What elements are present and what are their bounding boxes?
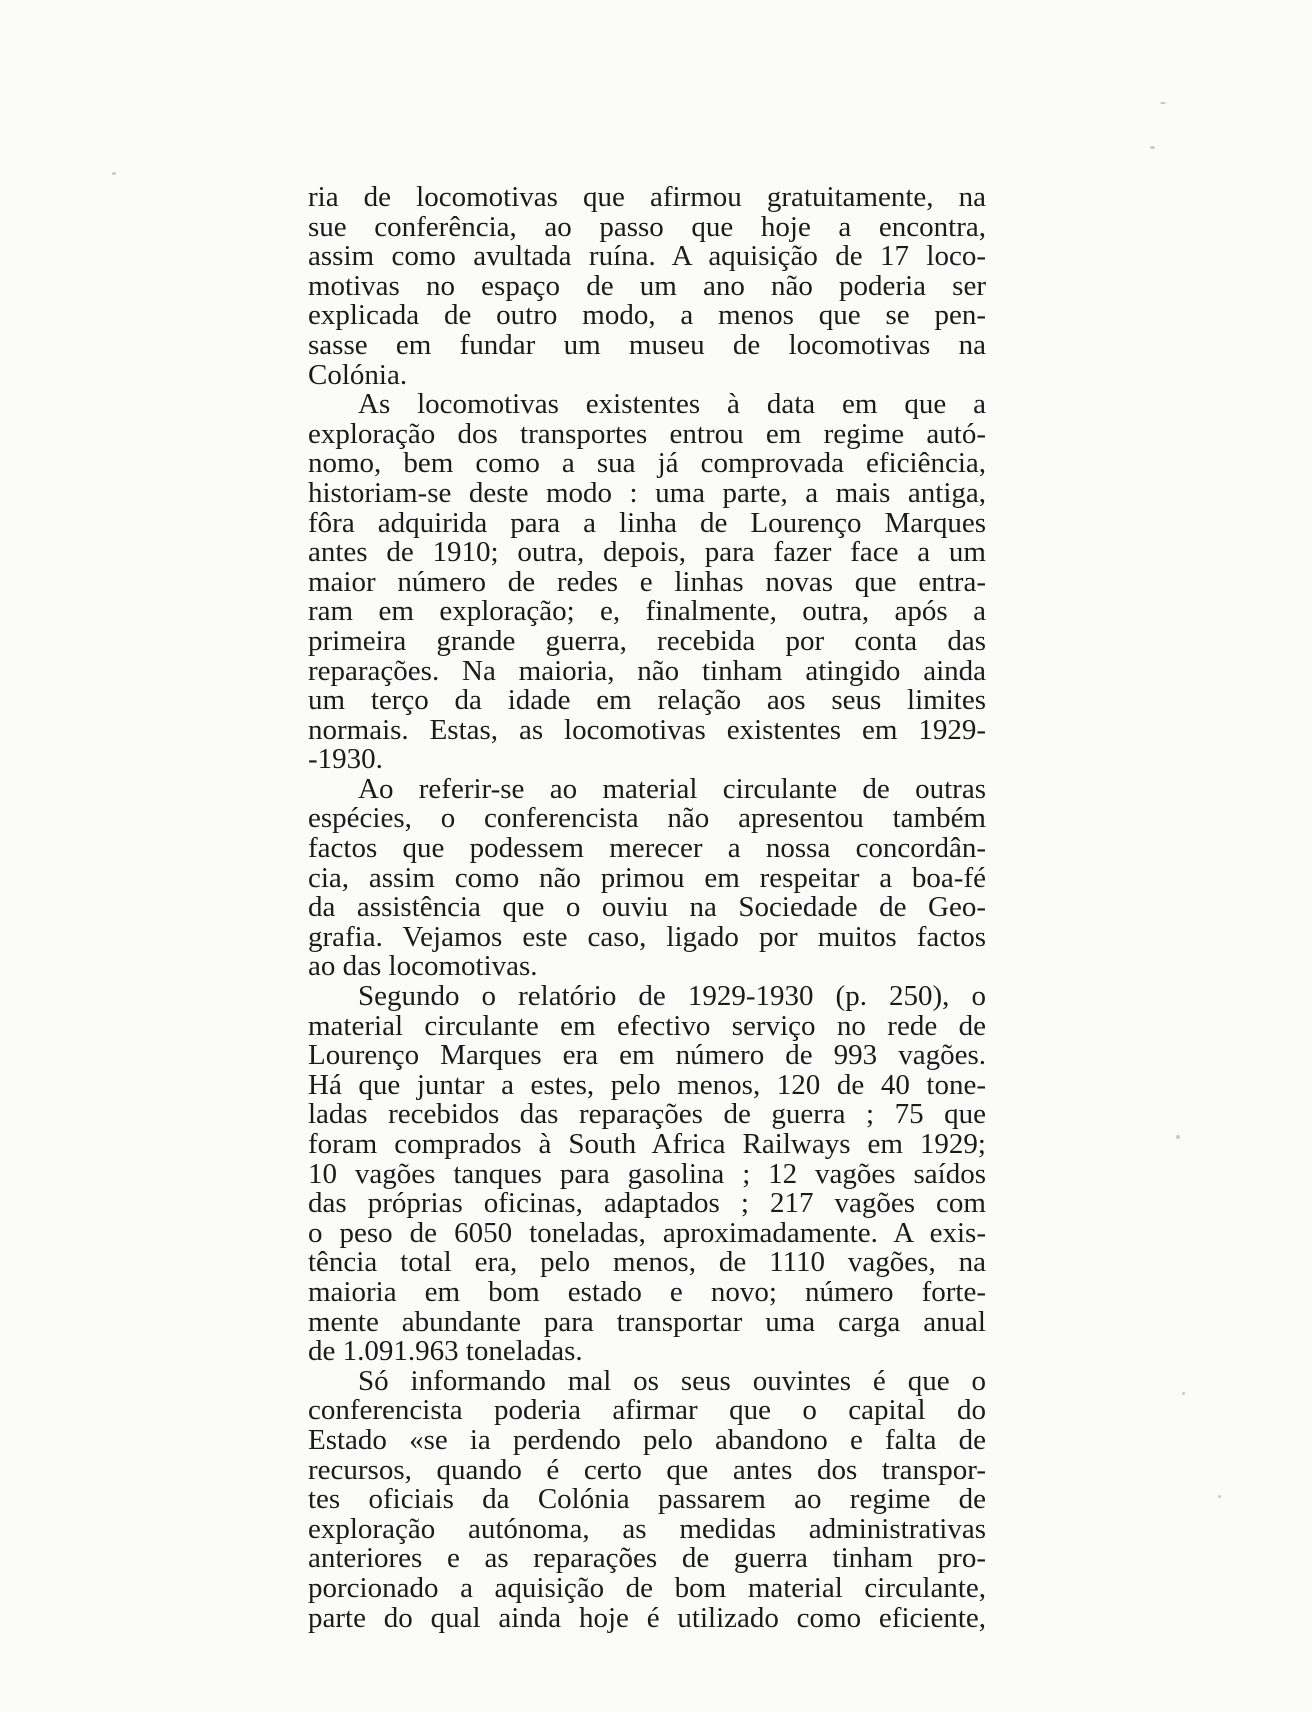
scan-speck — [1218, 1495, 1221, 1498]
text-line: parte do qual ainda hoje é utilizado como eficiente, — [308, 1601, 986, 1634]
text-line: ao das locomotivas. — [308, 950, 538, 983]
text-line: anteriores e as reparações de guerra tinham pro- — [308, 1542, 986, 1575]
text-line: Ao referir-se ao material circulante de outras — [358, 772, 986, 805]
text-line: antes de 1910; outra, depois, para fazer face a um — [308, 536, 986, 569]
text-line: maior número de redes e linhas novas que entra- — [308, 565, 986, 598]
scan-speck — [1150, 146, 1155, 149]
text-line: Há que juntar a estes, pelo menos, 120 de 40 tone- — [308, 1068, 986, 1101]
text-line: o peso de 6050 toneladas, aproximadamente. A exis- — [308, 1216, 986, 1249]
text-line: exploração dos transportes entrou em regime autó- — [308, 417, 986, 450]
text-line: As locomotivas existentes à data em que a — [358, 388, 986, 421]
text-line: normais. Estas, as locomotivas existentes em 1929- — [308, 713, 986, 746]
text-line: Colónia. — [308, 358, 408, 391]
text-line: factos que podessem merecer a nossa concordân- — [308, 832, 986, 865]
text-line: fôra adquirida para a linha de Lourenço Marques — [308, 506, 986, 539]
text-line: reparações. Na maioria, não tinham atingido ainda — [308, 654, 986, 687]
paragraph-2 — [308, 390, 986, 775]
text-line: sue conferência, ao passo que hoje a encontra, — [308, 210, 986, 243]
scan-speck — [1160, 102, 1166, 104]
text-line: Lourenço Marques era em número de 993 vagões. — [308, 1039, 986, 1072]
text-line: exploração autónoma, as medidas administrativas — [308, 1512, 986, 1545]
text-line: material circulante em efectivo serviço no rede de — [308, 1009, 986, 1042]
paragraph-1 — [308, 183, 986, 390]
text-line: Estado «se ia perdendo pelo abandono e falta de — [308, 1423, 986, 1456]
scan-speck — [1176, 1135, 1180, 1139]
text-line: porcionado a aquisição de bom material circulante, — [308, 1571, 986, 1604]
text-line: nomo, bem como a sua já comprovada eficiência, — [308, 447, 986, 480]
body-text — [308, 183, 986, 1633]
text-line: tes oficiais da Colónia passarem ao regime de — [308, 1483, 986, 1516]
text-line: cia, assim como não primou em respeitar a boa-fé — [308, 861, 986, 894]
text-line: espécies, o conferencista não apresentou também — [308, 802, 986, 835]
text-line: Segundo o relatório de 1929-1930 (p. 250), o — [358, 980, 986, 1013]
text-line: conferencista poderia afirmar que o capital do — [308, 1394, 986, 1427]
text-line: recursos, quando é certo que antes dos transpor- — [308, 1453, 986, 1486]
text-line: tência total era, pelo menos, de 1110 vagões, na — [308, 1246, 986, 1279]
text-line: 10 vagões tanques para gasolina ; 12 vagões saídos — [308, 1157, 986, 1190]
text-line: da assistência que o ouviu na Sociedade de Geo- — [308, 891, 986, 924]
text-line: ladas recebidos das reparações de guerra ; 75 que — [308, 1098, 986, 1131]
text-line: de 1.091.963 toneladas. — [308, 1335, 583, 1368]
scan-speck — [1182, 1392, 1185, 1395]
text-line: ram em exploração; e, finalmente, outra, após a — [308, 595, 986, 628]
text-line: assim como avultada ruína. A aquisição de 17 loco- — [308, 240, 986, 273]
text-line: foram comprados à South Africa Railways em 1929; — [308, 1128, 986, 1160]
text-line: explicada de outro modo, a menos que se pen- — [308, 299, 986, 332]
paragraph-5 — [308, 1364, 986, 1634]
text-line: historiam-se deste modo : uma parte, a mais antiga, — [308, 476, 986, 509]
text-line: motivas no espaço de um ano não poderia ser — [308, 269, 986, 302]
text-line: um terço da idade em relação aos seus limites — [308, 684, 986, 717]
text-line: Só informando mal os seus ouvintes é que o — [358, 1364, 986, 1397]
text-line: ria de locomotivas que afirmou gratuitamente, na — [308, 181, 986, 213]
text-line: primeira grande guerra, recebida por conta das — [308, 624, 986, 657]
text-line: sasse em fundar um museu de locomotivas na — [308, 328, 986, 361]
paragraph-4 — [308, 982, 986, 1367]
scan-speck — [112, 172, 116, 175]
text-line: grafia. Vejamos este caso, ligado por muitos factos — [308, 920, 986, 953]
paragraph-3 — [308, 772, 986, 983]
text-line: mente abundante para transportar uma carga anual — [308, 1305, 986, 1338]
text-line: das próprias oficinas, adaptados ; 217 vagões com — [308, 1187, 986, 1220]
text-line: -1930. — [308, 743, 383, 776]
text-line: maioria em bom estado e novo; número forte- — [308, 1275, 986, 1308]
